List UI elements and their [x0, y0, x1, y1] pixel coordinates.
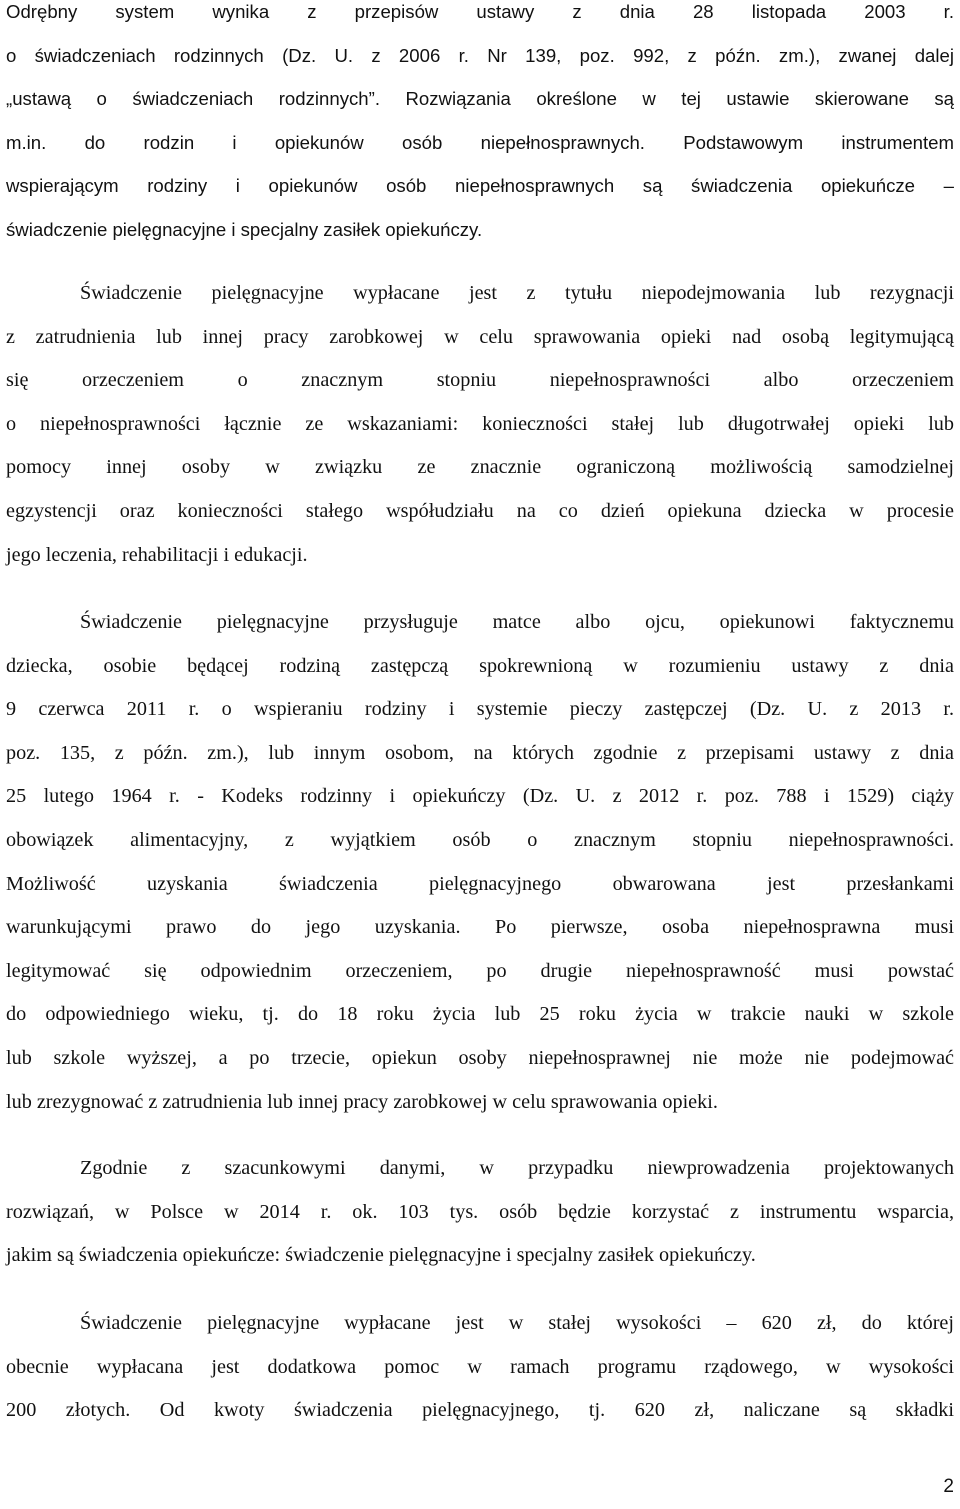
paragraph-eligibility — [6, 601, 954, 1124]
text-line: wspierającym rodziny i opiekunów osób niepełnosprawnych są świadczenia opiekuńcze – — [6, 175, 954, 197]
text-line: obecnie wypłacana jest dodatkowa pomoc w ramach programu rządowego, w wysokości — [6, 1355, 954, 1378]
text-line: o niepełnosprawności łącznie ze wskazaniami: konieczności stałej lub długotrwałej opieki lub — [6, 412, 954, 435]
paragraph-benefit-definition — [6, 272, 954, 577]
paragraph-estimates — [6, 1147, 954, 1278]
text-line: do odpowiedniego wieku, tj. do 18 roku życia lub 25 roku życia w trakcie nauki w szkole — [6, 1003, 954, 1026]
text-line: 25 lutego 1964 r. - Kodeks rodzinny i opiekuńczy (Dz. U. z 2012 r. poz. 788 i 1529) ciąży — [6, 785, 954, 808]
text-line: Odrębny system wynika z przepisów ustawy z dnia 28 listopada 2003 r. — [6, 1, 954, 22]
text-line: Możliwość uzyskania świadczenia pielęgnacyjnego obwarowana jest przesłankami — [6, 872, 954, 895]
text-line: pomocy innej osoby w związku ze znacznie ograniczoną możliwością samodzielnej — [6, 456, 954, 479]
text-line: o świadczeniach rodzinnych (Dz. U. z 2006 r. Nr 139, poz. 992, z późn. zm.), zwanej dalej — [6, 44, 954, 66]
text-line: 9 czerwca 2011 r. o wspieraniu rodziny i systemie pieczy zastępczej (Dz. U. z 2013 r. — [6, 698, 954, 721]
text-line: Zgodnie z szacunkowymi danymi, w przypadku niewprowadzenia projektowanych — [80, 1157, 954, 1179]
text-line: z zatrudnienia lub innej pracy zarobkowej w celu sprawowania opieki nad osobą legitymującą — [6, 325, 954, 348]
text-line: egzystencji oraz konieczności stałego współudziału na co dzień opiekuna dziecka w procesie — [6, 499, 954, 522]
paragraph-amount — [6, 1302, 954, 1433]
text-line: Świadczenie pielęgnacyjne wypłacane jest w stałej wysokości – 620 zł, do której — [80, 1312, 954, 1334]
text-line: lub zrezygnować z zatrudnienia lub innej pracy zarobkowej w celu sprawowania opieki. — [6, 1090, 718, 1113]
text-line: „ustawą o świadczeniach rodzinnych”. Rozwiązania określone w tej ustawie skierowane są — [6, 88, 954, 110]
text-line: się orzeczeniem o znacznym stopniu niepełnosprawności albo orzeczeniem — [6, 369, 954, 392]
text-line: legitymować się odpowiednim orzeczeniem, po drugie niepełnosprawność musi powstać — [6, 959, 954, 982]
text-line: obowiązek alimentacyjny, z wyjątkiem osób o znacznym stopniu niepełnosprawności. — [6, 828, 954, 851]
text-line: m.in. do rodzin i opiekunów osób niepełnosprawnych. Podstawowym instrumentem — [6, 131, 954, 153]
paragraph-intro — [6, 0, 954, 252]
page-number: 2 — [943, 1476, 954, 1497]
text-line: lub szkole wyższej, a po trzecie, opiekun osoby niepełnosprawnej nie może nie podejmować — [6, 1046, 954, 1069]
text-line: rozwiązań, w Polsce w 2014 r. ok. 103 tys. osób będzie korzystać z instrumentu wsparcia, — [6, 1200, 954, 1223]
text-line: jego leczenia, rehabilitacji i edukacji. — [6, 543, 308, 566]
text-line: poz. 135, z późn. zm.), lub innym osobom, na których zgodnie z przepisami ustawy z dnia — [6, 741, 954, 764]
text-line: świadczenie pielęgnacyjne i specjalny zasiłek opiekuńczy. — [6, 218, 483, 240]
text-line: 200 złotych. Od kwoty świadczenia pielęgnacyjnego, tj. 620 zł, naliczane są składki — [6, 1399, 954, 1422]
text-line: jakim są świadczenia opiekuńcze: świadczenie pielęgnacyjne i specjalny zasiłek opiekuńczy. — [6, 1244, 756, 1267]
text-line: Świadczenie pielęgnacyjne przysługuje matce albo ojcu, opiekunowi faktycznemu — [80, 611, 954, 633]
text-line: dziecka, osobie będącej rodziną zastępczą spokrewnioną w rozumieniu ustawy z dnia — [6, 654, 954, 677]
text-line: Świadczenie pielęgnacyjne wypłacane jest z tytułu niepodejmowania lub rezygnacji — [80, 282, 954, 304]
text-line: warunkującymi prawo do jego uzyskania. Po pierwsze, osoba niepełnosprawna musi — [6, 916, 954, 939]
